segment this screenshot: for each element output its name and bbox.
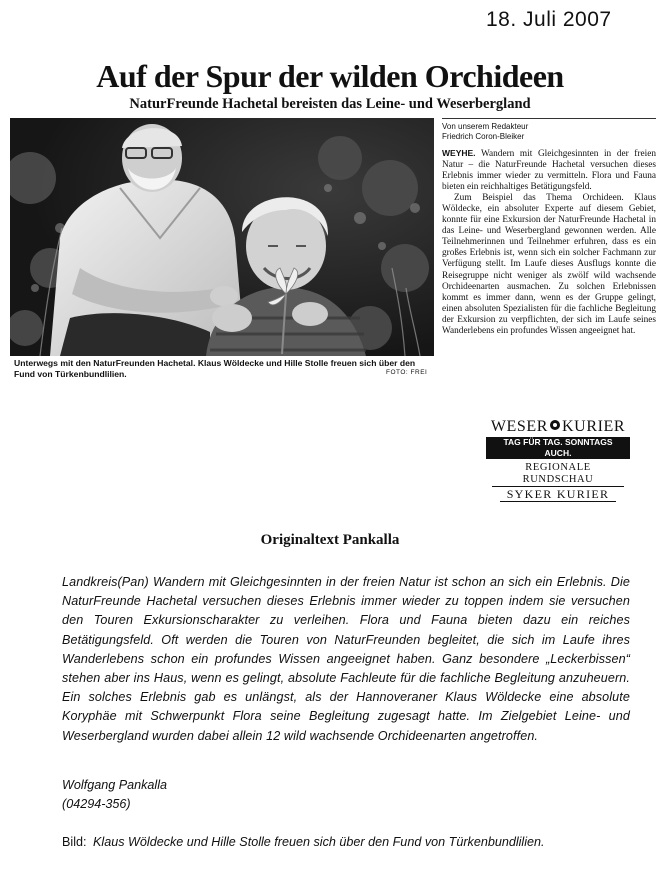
logo-name-right: KURIER <box>562 418 626 435</box>
byline-divider <box>442 118 656 119</box>
logo-local-edition: SYKER KURIER <box>500 487 616 502</box>
logo-mark-icon <box>550 420 560 430</box>
author-phone: (04294-356) <box>62 797 131 811</box>
logo-masthead <box>486 418 630 436</box>
byline-author: Friedrich Coron-Bleiker <box>442 132 525 141</box>
original-text-title: Originaltext Pankalla <box>260 532 400 548</box>
photo-credit: FOTO: FREI <box>386 369 428 376</box>
clipping-date: 18. Juli 2007 <box>486 8 612 31</box>
article-headline: Auf der Spur der wilden Orchideen <box>96 58 564 94</box>
byline-role: Von unserem Redakteur <box>442 122 529 131</box>
article-paragraph-text: Wandern mit Gleichgesinnten in der freien Natur – die NaturFreunde Hachetal versuchen dieses Erlebnis immer wieder zu vermitteln. Flora und Fauna bieten ein reichhaltiges Betätigungsfeld. <box>442 149 656 193</box>
original-author-block <box>62 776 167 814</box>
logo-tagline: TAG FÜR TAG. SONNTAGS AUCH. <box>486 437 630 459</box>
article-paragraph <box>442 148 656 193</box>
original-text-body: Landkreis(Pan) Wandern mit Gleichgesinnten in der freien Natur ist schon an sich ein Erlebnis. Die NaturFreunde Hachetal versuchen dieses Erlebnis immer wieder zu toppen indem sie versuchen den Touren Exkursionscharakter zu verleihen. Flora und Fauna bieten dazu ein reiches Betätigungsfeld. Oft werden die Touren von NaturFreunden begleitet, die sich im Laufe ihres Wanderlebens schon ein profundes Wissen angeeignet haben. Ganz besondere „Leckerbissen“ stehen aber ins Haus, wenn es gelingt, absolute Fachleute für die fachliche Begleitung anzuheuern. Ein solches Erlebnis gab es unlängst, als der Hannoveraner Klaus Wöldecke eine absolute Koryphäe mit Schwerpunkt Flora seine Begleitung zugesagt hatte. Im Zielgebiet Leine- und Weserbergland wurden dabei allein 12 wild wachsende Orchideenarten angetroffen. <box>62 575 630 743</box>
byline <box>442 122 656 142</box>
photo-description-label: Bild: <box>62 835 87 849</box>
article-subheadline: NaturFreunde Hachetal bereisten das Leine- und Weserbergland <box>129 96 531 112</box>
newspaper-logo <box>486 418 630 502</box>
logo-regional: REGIONALE RUNDSCHAU <box>492 462 624 487</box>
photo-caption: Unterwegs mit den NaturFreunden Hachetal. Klaus Wöldecke und Hille Stolle freuen sich über den Fund von Türkenbundlilien. <box>14 358 416 379</box>
logo-name-left: WESER <box>490 418 549 435</box>
article-paragraph: Zum Beispiel das Thema Orchideen. Klaus Wöldecke, ein absoluter Experte auf diesem Gebiet, konnte für eine Exkursion der NaturFreunde Hachetal in das Leine- und Weserbergland gewonnen werden. Alle Teilnehmerinnen und Teilnehmer erfuhren, dass es ein großes Erlebnis ist, wenn sich ein solcher Fachmann zur Verfügung stellt. Im Laufe dieses Ausflugs konnte die Reisegruppe nicht weniger als zwölf wild wachsende Orchideenarten ausmachen. Zu solchen Erlebnissen kommt es immer dann, wenn es der Gruppe gelingt, einen absoluten Spezialisten für die fachliche Begleitung der Exkursion zu verpflichten, der sich im Laufe seines Wanderlebens ein profundes Wissen angeeignet hat. <box>442 193 656 336</box>
author-name: Wolfgang Pankalla <box>62 778 168 792</box>
article-location: WEYHE. <box>442 148 476 158</box>
photo-description <box>62 833 562 852</box>
article-body <box>442 148 656 337</box>
article-photo <box>10 118 434 356</box>
newspaper-clipping <box>10 118 656 394</box>
photo-illustration <box>10 118 434 356</box>
photo-description-text: Klaus Wöldecke und Hille Stolle freuen sich über den Fund von Türkenbundlilien. <box>93 835 545 849</box>
